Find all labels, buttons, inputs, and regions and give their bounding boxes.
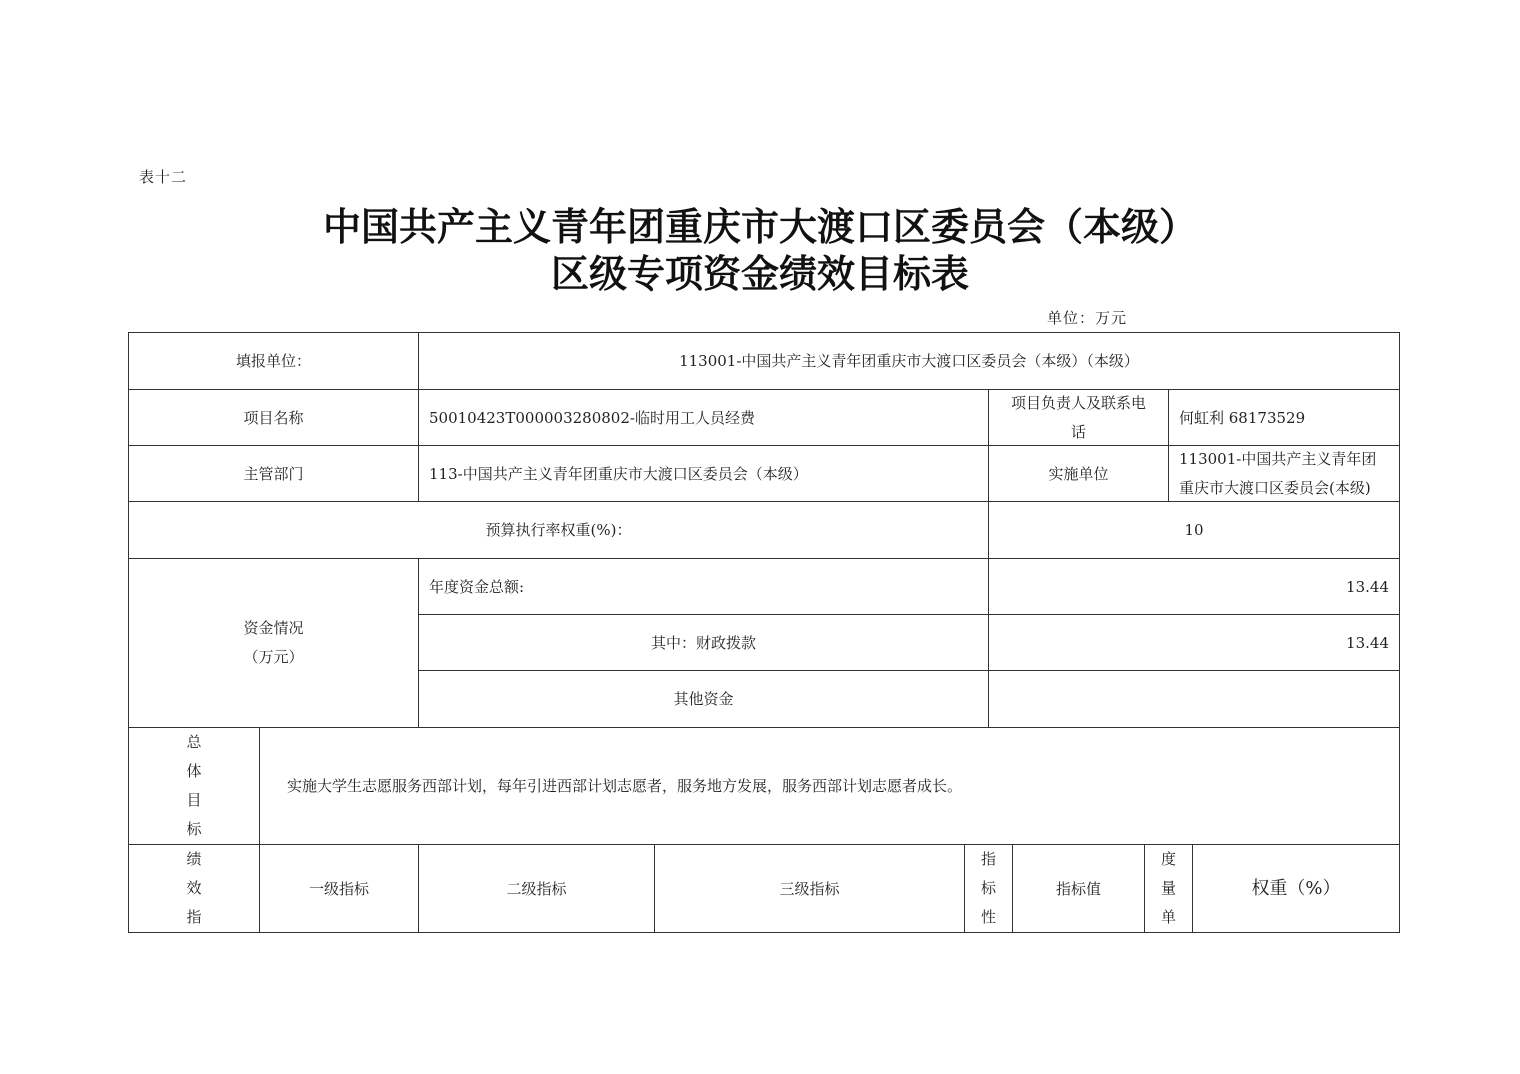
budget-weight-value-text: 10 — [1184, 521, 1204, 539]
contact-value-text: 何虹利 68173529 — [1179, 408, 1306, 427]
unit-char: 单 — [1160, 908, 1176, 926]
impl-unit-label — [988, 445, 1169, 502]
nature-char: 性 — [980, 908, 996, 926]
dept-label — [128, 445, 419, 502]
contact-label-line2: 话 — [1070, 422, 1086, 441]
col-level3-indicator — [654, 844, 965, 933]
overall-goal-label — [128, 727, 260, 845]
dept-value-text: 113-中国共产主义青年团重庆市大渡口区委员会（本级） — [429, 464, 808, 483]
goal-label-char: 体 — [186, 762, 202, 780]
col-level1-indicator — [259, 844, 419, 933]
contact-value — [1168, 389, 1400, 446]
goal-label-char: 总 — [186, 733, 202, 751]
budget-weight-label-text: 预算执行率权重(%)： — [485, 521, 632, 539]
perf-label-char: 指 — [186, 908, 202, 926]
col-weight — [1192, 844, 1400, 933]
contact-label-line1: 项目负责人及联系电 — [1010, 393, 1146, 412]
goal-label-char: 标 — [186, 820, 202, 838]
nature-char: 标 — [980, 879, 996, 897]
impl-unit-value — [1168, 445, 1400, 502]
unit-char: 量 — [1160, 879, 1176, 897]
funds-label-line2: （万元） — [243, 648, 304, 666]
annual-total-label-text: 年度资金总额: — [429, 577, 525, 596]
col-level2-indicator — [418, 844, 655, 933]
reporting-unit-value-text: 113001-中国共产主义青年团重庆市大渡口区委员会（本级）（本级） — [679, 352, 1139, 370]
fiscal-label — [418, 614, 989, 671]
reporting-unit-value — [418, 332, 1400, 390]
dept-value — [418, 445, 989, 502]
other-funds-label-text: 其他资金 — [673, 690, 734, 708]
goal-label-char: 目 — [186, 791, 202, 809]
page-title-line1: 中国共产主义青年团重庆市大渡口区委员会（本级） — [322, 204, 1197, 249]
reporting-unit-label — [128, 332, 419, 390]
col-level1-text: 一级指标 — [308, 879, 369, 898]
col-weight-text: 权重（%） — [1251, 877, 1341, 899]
impl-unit-label-text: 实施单位 — [1048, 464, 1109, 483]
reporting-unit-label-text: 填报单位： — [235, 352, 311, 370]
impl-unit-value-line1: 113001-中国共产主义青年团 — [1179, 449, 1377, 468]
col-level3-text: 三级指标 — [779, 879, 840, 898]
annual-total-label — [418, 558, 989, 615]
overall-goal-text — [259, 727, 1400, 845]
annual-total-value-text: 13.44 — [1346, 577, 1389, 596]
col-value-text: 指标值 — [1055, 879, 1101, 898]
perf-label-char: 效 — [186, 879, 202, 897]
fiscal-value-text: 13.44 — [1346, 633, 1389, 652]
impl-unit-value-line2: 重庆市大渡口区委员会(本级) — [1179, 478, 1371, 497]
funds-label-line1: 资金情况 — [243, 619, 304, 637]
col-indicator-nature — [964, 844, 1013, 933]
nature-char: 指 — [980, 850, 996, 868]
budget-weight-value — [988, 501, 1400, 559]
other-funds-label — [418, 670, 989, 728]
other-funds-value — [988, 670, 1400, 728]
perf-indicator-label — [128, 844, 260, 933]
project-name-label — [128, 389, 419, 446]
col-measure-unit — [1144, 844, 1193, 933]
fiscal-value — [988, 614, 1400, 671]
contact-label — [988, 389, 1169, 446]
unit-char: 度 — [1160, 850, 1176, 868]
unit-label: 单位：万元 — [1047, 309, 1128, 327]
perf-label-char: 绩 — [186, 850, 202, 868]
funds-label — [128, 558, 419, 728]
annual-total-value — [988, 558, 1400, 615]
col-indicator-value — [1012, 844, 1145, 933]
project-name-value-text: 50010423T000003280802-临时用工人员经费 — [429, 408, 755, 427]
dept-label-text: 主管部门 — [243, 464, 304, 483]
page-title-line2: 区级专项资金绩效目标表 — [550, 251, 969, 296]
fiscal-label-text: 其中：财政拨款 — [650, 633, 756, 652]
budget-weight-label — [128, 501, 989, 559]
table-number: 表十二 — [139, 168, 188, 186]
project-name-value — [418, 389, 989, 446]
overall-goal-text-content: 实施大学生志愿服务西部计划，每年引进西部计划志愿者，服务地方发展，服务西部计划志愿者成长。 — [287, 777, 963, 795]
col-level2-text: 二级指标 — [506, 879, 567, 898]
project-name-label-text: 项目名称 — [243, 408, 304, 427]
